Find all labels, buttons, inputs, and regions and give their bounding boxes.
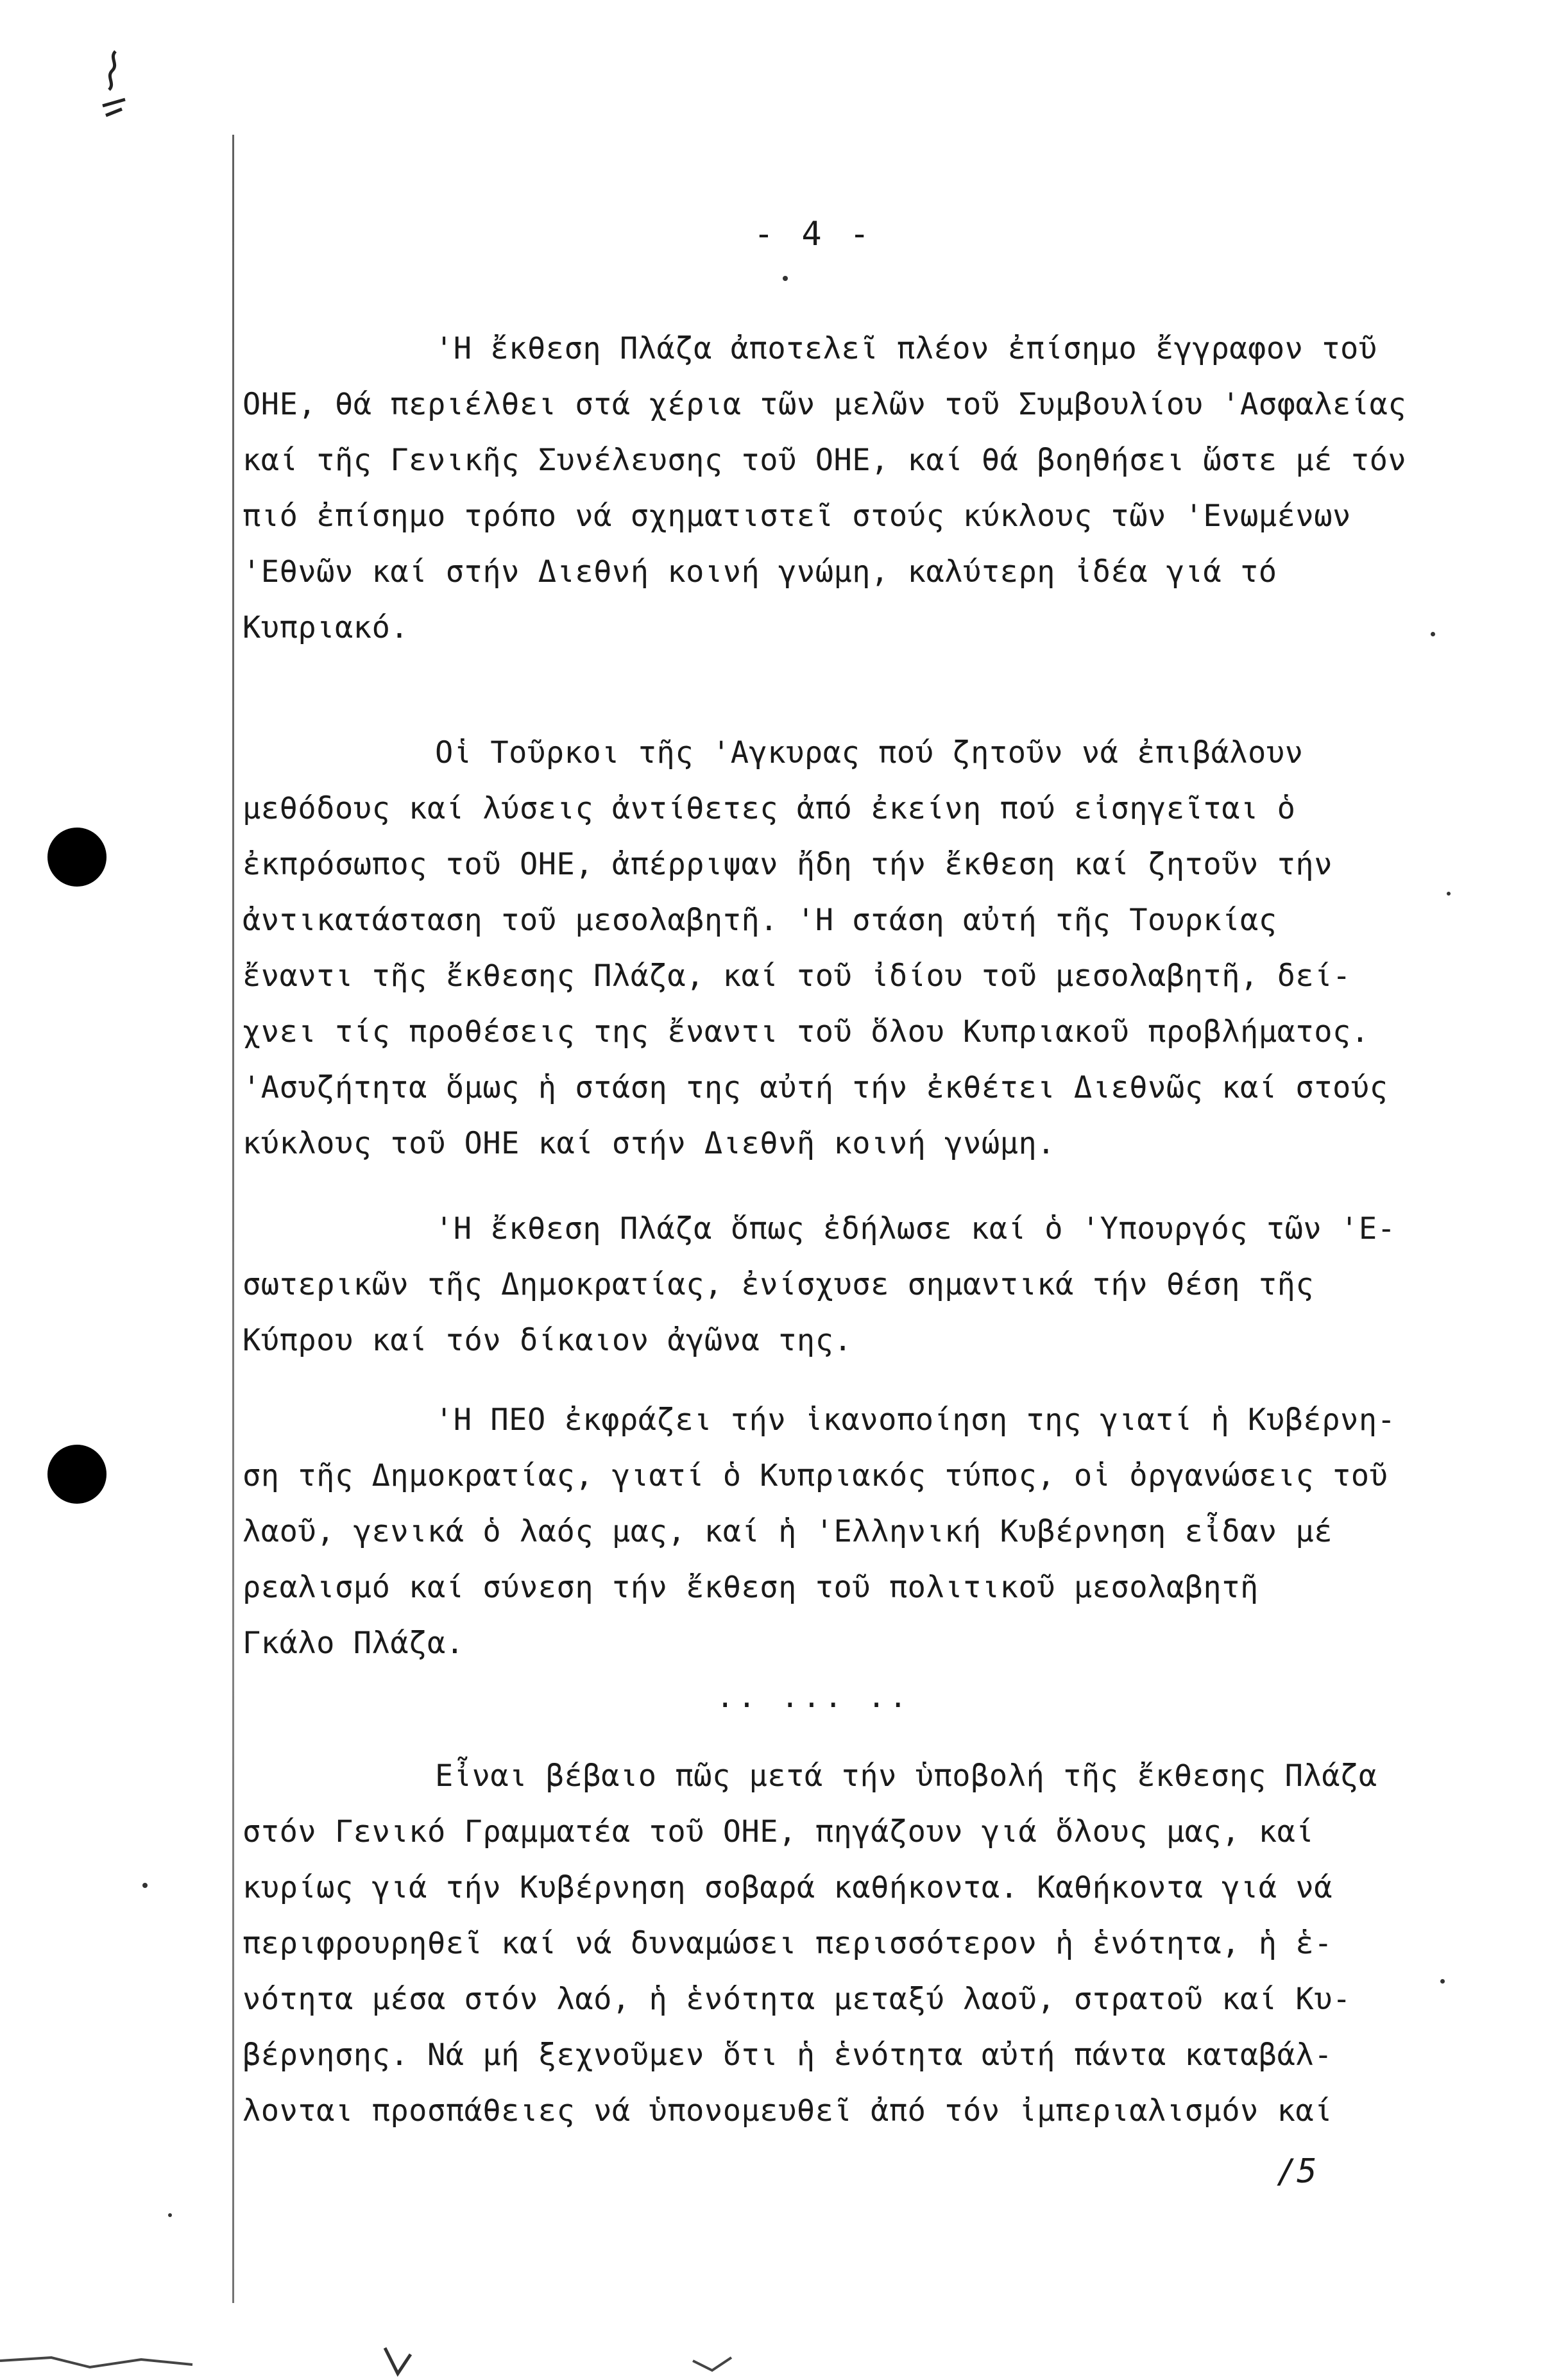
text-line: Οἱ Τοῦρκοι τῆς 'Αγκυρας πού ζητοῦν νά ἐπιβάλουν [435, 735, 1304, 770]
text-line: ἔναντι τῆς ἔκθεσης Πλάζα, καί τοῦ ἰδίου τοῦ μεσολαβητῆ, δεί- [243, 958, 1351, 994]
paragraph-plaza-report-official [243, 321, 1487, 656]
text-line: ἀντικατάσταση τοῦ μεσολαβητῆ. 'Η στάση αὐτή τῆς Τουρκίας [243, 903, 1277, 938]
punch-hole-lower [47, 1445, 106, 1504]
scan-speck [783, 276, 788, 281]
page-number: - 4 - [753, 215, 874, 253]
continuation-marker: /5 [1277, 2152, 1317, 2191]
text-line: 'Η ἔκθεση Πλάζα ἀποτελεῖ πλέον ἐπίσημο ἔγγραφον τοῦ [435, 331, 1377, 366]
scan-speck [142, 1883, 148, 1888]
scan-speck [1431, 632, 1435, 636]
text-line: σωτερικῶν τῆς Δημοκρατίας, ἐνίσχυσε σημαντικά τήν θέση τῆς [243, 1267, 1315, 1302]
text-line: ση τῆς Δημοκρατίας, γιατί ὁ Κυπριακός τύπος, οἱ ὀργανώσεις τοῦ [243, 1458, 1388, 1493]
paragraph-turkish-position [243, 725, 1487, 1171]
scan-speck [168, 2213, 172, 2217]
text-line: 'Ασυζήτητα ὅμως ἡ στάση της αὐτή τήν ἐκθέτει Διεθνῶς καί στούς [243, 1070, 1388, 1105]
text-line: ΟΗΕ, θά περιέλθει στά χέρια τῶν μελῶν τοῦ Συμβουλίου 'Ασφαλείας [243, 387, 1407, 422]
scan-speck [1447, 892, 1451, 896]
text-line: περιφρουρηθεῖ καί νά δυναμώσει περισσότερον ἡ ἑνότητα, ἡ ἑ- [243, 1926, 1333, 1961]
text-line: 'Η ΠΕΟ ἐκφράζει τήν ἱκανοποίηση της γιατί ἡ Κυβέρνη- [435, 1402, 1396, 1438]
paragraph-peo-satisfaction [243, 1392, 1487, 1671]
text-line: ρεαλισμό καί σύνεση τήν ἔκθεση τοῦ πολιτικοῦ μεσολαβητῆ [243, 1570, 1259, 1605]
ink-mark-top-left [90, 45, 135, 122]
punch-hole-upper [47, 828, 106, 887]
paragraph-unity-duties [243, 1748, 1487, 2139]
text-line: ἐκπρόσωπος τοῦ ΟΗΕ, ἀπέρριψαν ἤδη τήν ἔκθεση καί ζητοῦν τήν [243, 847, 1333, 882]
text-line: Κυπριακό. [243, 610, 409, 645]
text-line: 'Εθνῶν καί στήν Διεθνή κοινή γνώμη, καλύτερη ἰδέα γιά τό [243, 554, 1277, 590]
text-line: νότητα μέσα στόν λαό, ἡ ἑνότητα μεταξύ λαοῦ, στρατοῦ καί Κυ- [243, 1982, 1351, 2017]
scan-bottom-edge [0, 2322, 1550, 2380]
text-line: πιό ἐπίσημο τρόπο νά σχηματιστεῖ στούς κύκλους τῶν 'Ενωμένων [243, 498, 1351, 534]
text-line: κύκλους τοῦ ΟΗΕ καί στήν Διεθνῆ κοινή γνώμη. [243, 1126, 1056, 1161]
scan-speck [1440, 1979, 1445, 1984]
text-line: λαοῦ, γενικά ὁ λαός μας, καί ἡ 'Ελληνική Κυβέρνηση εἶδαν μέ [243, 1514, 1333, 1549]
text-line: βέρνησης. Νά μή ξεχνοῦμεν ὅτι ἡ ἑνότητα αὐτή πάντα καταβάλ- [243, 2037, 1333, 2073]
left-margin-line [232, 135, 234, 2303]
text-line: Γκάλο Πλάζα. [243, 1626, 464, 1661]
text-line: χνει τίς προθέσεις της ἔναντι τοῦ ὅλου Κυπριακοῦ προβλήματος. [243, 1014, 1370, 1050]
text-line: κυρίως γιά τήν Κυβέρνηση σοβαρά καθήκοντα. Καθήκοντα γιά νά [243, 1870, 1333, 1905]
text-line: 'Η ἔκθεση Πλάζα ὅπως ἐδήλωσε καί ὁ 'Υπουργός τῶν 'Ε- [435, 1211, 1396, 1246]
text-line: μεθόδους καί λύσεις ἀντίθετες ἀπό ἐκείνη πού εἰσηγεῖται ὁ [243, 791, 1296, 826]
section-separator: .. ... .. [716, 1679, 911, 1714]
text-line: λονται προσπάθειες νά ὑπονομευθεῖ ἀπό τόν ἰμπεριαλισμόν καί [243, 2093, 1333, 2129]
text-line: καί τῆς Γενικῆς Συνέλευσης τοῦ ΟΗΕ, καί θά βοηθήσει ὥστε μέ τόν [243, 443, 1407, 478]
text-line: στόν Γενικό Γραμματέα τοῦ ΟΗΕ, πηγάζουν γιά ὅλους μας, καί [243, 1814, 1315, 1849]
paragraph-interior-minister [243, 1201, 1487, 1368]
text-line: Κύπρου καί τόν δίκαιον ἀγῶνα της. [243, 1323, 853, 1358]
text-line: Εἶναι βέβαιο πῶς μετά τήν ὑποβολή τῆς ἔκθεσης Πλάζα [435, 1758, 1377, 1794]
